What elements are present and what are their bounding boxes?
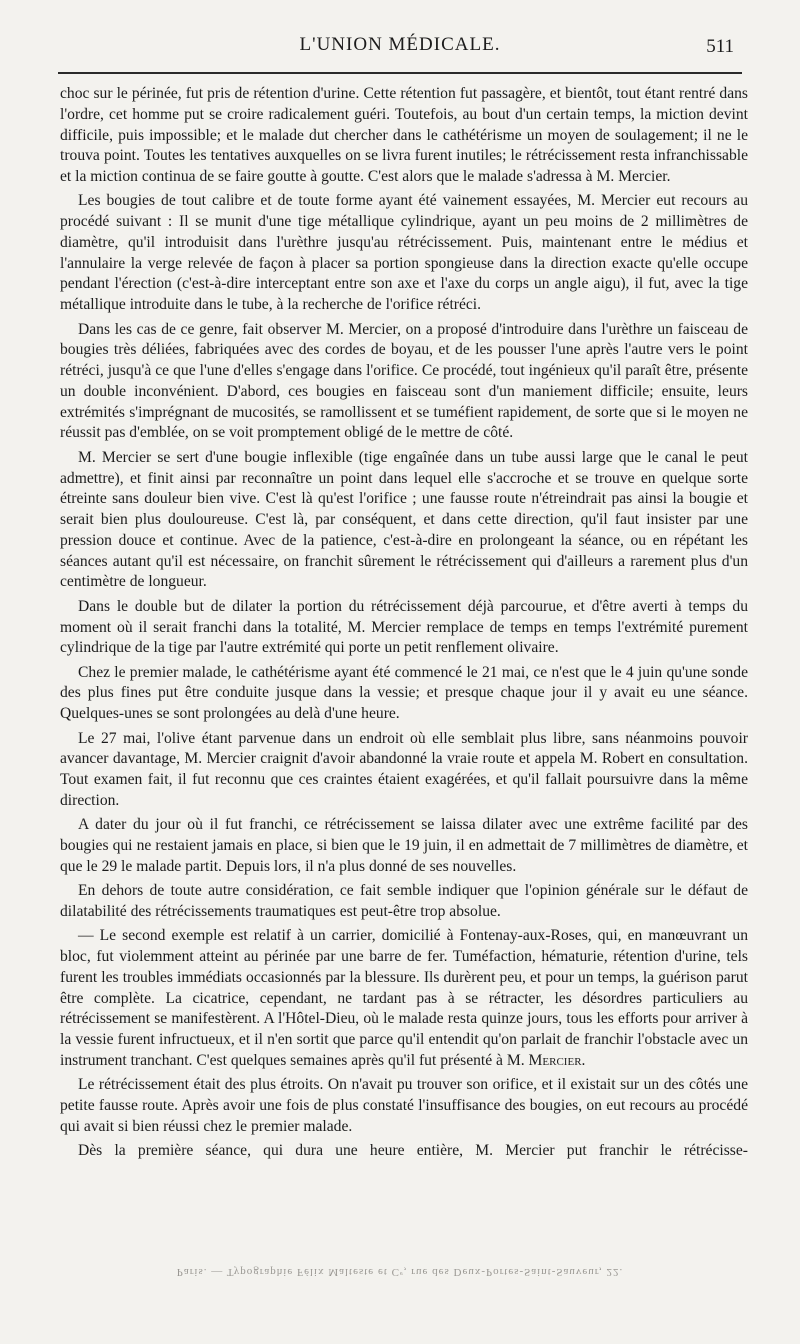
paragraph: Chez le premier malade, le cathétérisme ayant été commencé le 21 mai, ce n'est que le 4 juin qu'une sonde des plus fines put être conduite jusque dans la vessie; et presque chaque jour il y avait eu une séance. Quelques-unes se sont prolongées au delà d'une heure. [60, 663, 748, 723]
paragraph: A dater du jour où il fut franchi, ce rétrécissement se laissa dilater avec une extrême facilité par des bougies qui ne restaient jamais en place, si bien que le 19 juin, il en admettait de 7 millimètres de diamètre, et que le 29 le malade partit. Depuis lors, il n'a plus donné de ses nouvelles. [60, 816, 748, 875]
show-through-footer: Paris. — Typographie Félix Malteste et Cᵉ, rue des Deux-Portes-Saint-Sauveur, 22. [176, 1266, 624, 1278]
author-name: M. Mercier. [506, 1051, 586, 1069]
running-title: L'UNION MÉDICALE. [299, 34, 501, 55]
page-number: 511 [706, 36, 734, 57]
paragraph: Le 27 mai, l'olive étant parvenue dans un endroit où elle semblait plus libre, sans néanmoins pouvoir avancer davantage, M. Mercier craignit d'avoir abandonné la vraie route et appela M. Robert en consultation. Tout examen fait, il fut reconnu que ces craintes étaient exagérées, et qu'il fallait poursuivre dans la même direction. [60, 729, 748, 809]
paragraph: Dans le double but de dilater la portion du rétrécissement déjà parcourue, et d'être averti à temps du moment où il serait franchi dans la totalité, M. Mercier remplace de temps en temps l'extrémité purement cylindrique de la tige par l'autre extrémité qui porte un petit renflement olivaire. [60, 597, 748, 657]
paragraph: En dehors de toute autre considération, ce fait semble indiquer que l'opinion générale sur le défaut de dilatabilité des rétrécissements traumatiques est peut-être trop absolue. [60, 882, 748, 920]
paragraph: Le rétrécissement était des plus étroits. On n'avait pu trouver son orifice, et il existait sur un des côtés une petite fausse route. Après avoir une fois de plus constaté l'insuffisance des bougies, on eut recours au procédé qui avait si bien réussi chez le premier malade. [60, 1076, 748, 1135]
article-body [60, 84, 748, 1166]
paragraph: M. Mercier se sert d'une bougie inflexible (tige engaînée dans un tube aussi large que le canal le peut admettre), et finit ainsi par reconnaître un point dans lequel elle s'accroche et se trouve en quelque sorte étreinte sans douleur bien vive. C'est là qu'est l'orifice ; une fausse route n'étreindrait pas ainsi la bougie et serait bien plus douloureuse. C'est là, par conséquent, et dans cette direction, qu'il faut insister par une pression douce et continue. Avec de la patience, c'est-à-dire en prolongeant la séance, ou en répétant les séances autant qu'il est nécessaire, on franchit sûrement le rétrécissement qui d'ailleurs a rarement plus d'un centimètre de longueur. [60, 448, 748, 591]
paragraph: Les bougies de tout calibre et de toute forme ayant été vainement essayées, M. Mercier eut recours au procédé suivant : Il se munit d'une tige métallique cylindrique, ayant un peu moins de 2 millimètres de diamètre, qu'il introduisit dans l'urèthre jusqu'au rétrécissement. Puis, maintenant entre le médius et l'annulaire la verge relevée de façon à placer sa portion spongieuse dans la direction exacte qu'elle occupe pendant l'érection (c'est-à-dire interceptant entre son axe et l'axe du corps un angle aigu), il fut, avec la tige métallique introduite dans le tube, à la recherche de l'orifice rétréci. [60, 192, 748, 314]
paragraph: Dès la première séance, qui dura une heure entière, M. Mercier put franchir le rétrécisse- [78, 1142, 748, 1160]
paragraph [60, 926, 748, 1071]
page-header [0, 34, 800, 64]
paragraph-text: — Le second exemple est relatif à un carrier, domicilié à Fontenay-aux-Roses, qui, en manœuvrant un bloc, fut violemment atteint au périnée par une barre de fer. Tuméfaction, hématurie, rétention d'urine, tels furent les troubles immédiats occasionnés par la blessure. Ils durèrent peu, et pour un temps, la guérison parut être complète. La cicatrice, cependant, ne tardant pas à se rétracter, les désordres particuliers au rétrécissement se manifestèrent. A l'Hôtel-Dieu, où le malade resta quinze jours, tous les efforts pour arriver à la vessie furent infructueux, et il n'en sortit que parce qu'il entendit qu'on parlait de franchir l'obstacle avec un instrument tranchant. C'est quelques semaines après qu'il fut présenté à [60, 927, 748, 1069]
paragraph: Dans les cas de ce genre, fait observer M. Mercier, on a proposé d'introduire dans l'urèthre un faisceau de bougies très déliées, fabriquées avec des cordes de boyau, et de les pousser l'une après l'autre vers le point rétréci, jusqu'à ce que l'une d'elles s'engage dans l'orifice. Ce procédé, tout ingénieux qu'il paraît être, présente un double inconvénient. D'abord, ces bougies en faisceau sont d'un maniement difficile; ensuite, leurs extrémités s'imprégnant de mucosités, se ramollissent et se tuméfient rapidement, de sorte que si le moyen ne réussit pas d'emblée, on se voit promptement obligé de le mettre de côté. [60, 320, 748, 442]
header-rule [58, 72, 742, 74]
paragraph: choc sur le périnée, fut pris de rétention d'urine. Cette rétention fut passagère, et bientôt, tout étant rentré dans l'ordre, cet homme put se croire radicalement guéri. Toutefois, au bout d'un certain temps, la miction devint difficile, puis impossible; et le malade dut chercher dans le cathétérisme un moyen de soulagement; il ne le trouva point. Toutes les tentatives auxquelles on se livra furent inutiles; le rétrécissement resta infranchissable et la miction continua de se faire goutte à goutte. C'est alors que le malade s'adressa à M. Mercier. [60, 85, 748, 185]
